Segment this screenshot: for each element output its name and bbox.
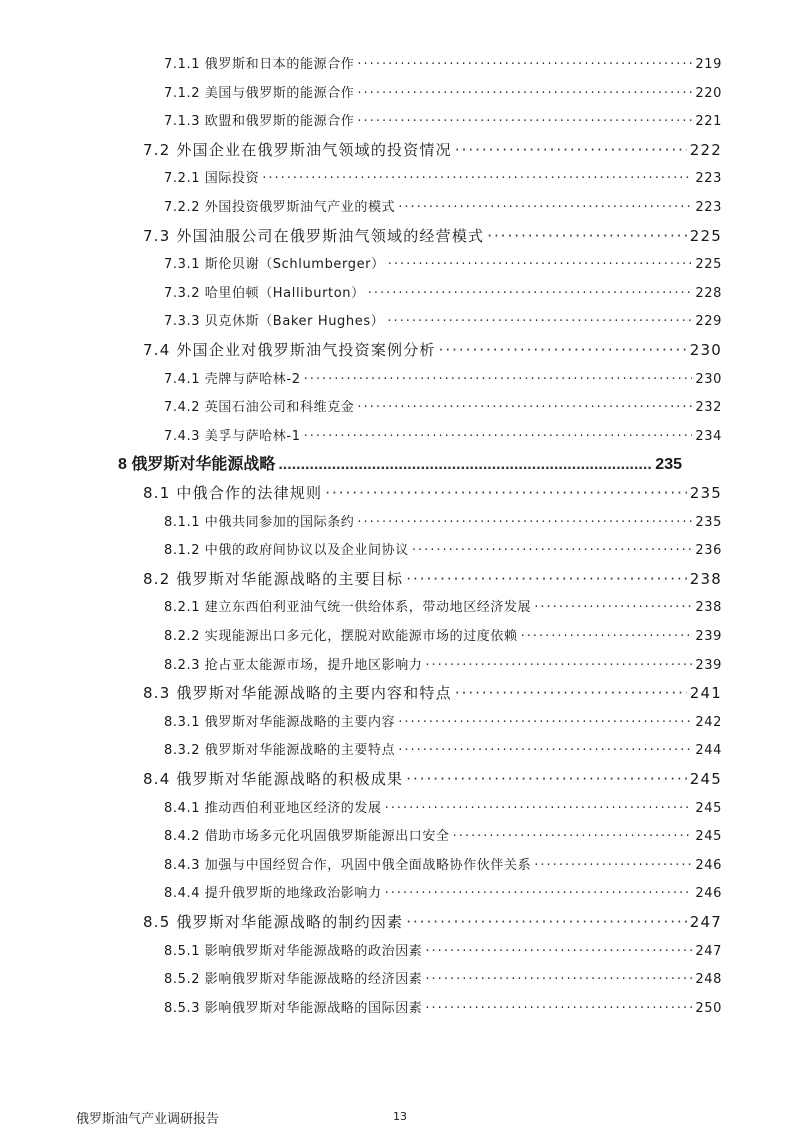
- toc-entry-page-number: 221: [695, 114, 722, 130]
- toc-entry-label: 8.1.1 中俄共同参加的国际条约: [164, 514, 355, 530]
- toc-dot-leader: [388, 257, 693, 272]
- toc-entry-page-number: 223: [695, 171, 722, 187]
- toc-dot-leader: [357, 114, 692, 129]
- toc-dot-leader: [304, 372, 693, 387]
- toc-dot-leader: [425, 658, 692, 673]
- toc-entry[interactable]: [164, 53, 722, 75]
- toc-entry-page-number: 235: [689, 484, 722, 502]
- toc-dot-leader: [453, 829, 693, 844]
- toc-entry[interactable]: [164, 368, 722, 390]
- toc-entry-label: 7.1.3 欧盟和俄罗斯的能源合作: [164, 114, 355, 130]
- toc-entry-page-number: 230: [695, 371, 722, 387]
- toc-entry[interactable]: [143, 568, 722, 592]
- toc-entry[interactable]: [164, 511, 722, 533]
- toc-entry[interactable]: [164, 282, 722, 304]
- toc-entry-label: 7.2.2 外国投资俄罗斯油气产业的模式: [164, 200, 396, 215]
- toc-entry[interactable]: [143, 682, 722, 706]
- toc-entry[interactable]: [164, 539, 722, 561]
- toc-entry-label: 7.4 外国企业对俄罗斯油气投资案例分析: [143, 341, 436, 359]
- toc-dot-leader: [368, 286, 693, 301]
- toc-entry-page-number: 247: [689, 913, 722, 931]
- toc-entry-label: 8.3.2 俄罗斯对华能源战略的主要特点: [164, 743, 396, 759]
- toc-dot-leader: [385, 886, 693, 901]
- toc-entry[interactable]: [143, 911, 722, 935]
- toc-entry-page-number: 241: [689, 684, 722, 703]
- toc-entry[interactable]: [164, 711, 722, 733]
- toc-entry[interactable]: [164, 253, 722, 275]
- toc-entry-page-number: 242: [695, 714, 722, 730]
- toc-entry-label: 7.3.3 贝克休斯（Baker Hughes）: [164, 314, 385, 330]
- toc-entry-label: 8.4.2 借助市场多元化巩固俄罗斯能源出口安全: [164, 829, 450, 845]
- toc-entry[interactable]: [164, 940, 722, 962]
- toc-entry-label: 7.1.2 美国与俄罗斯的能源合作: [164, 85, 355, 101]
- toc-dot-leader: [521, 629, 693, 644]
- toc-entry-page-number: 245: [689, 770, 722, 788]
- toc-dot-leader: [325, 484, 687, 502]
- toc-dot-leader: [406, 770, 687, 788]
- toc-entry-label: 7.1.1 俄罗斯和日本的能源合作: [164, 57, 355, 72]
- toc-entry-label: 8 俄罗斯对华能源战略: [118, 456, 276, 474]
- toc-entry-page-number: 223: [695, 200, 722, 215]
- toc-dot-leader: [455, 684, 687, 702]
- toc-entry-page-number: 244: [695, 743, 722, 759]
- toc-entry-page-number: 228: [695, 285, 722, 301]
- toc-entry-page-number: 247: [695, 943, 722, 959]
- toc-entry[interactable]: [164, 196, 722, 218]
- toc-entry[interactable]: [164, 825, 722, 847]
- toc-entry-label: 7.2 外国企业在俄罗斯油气领域的投资情况: [143, 140, 452, 159]
- toc-entry[interactable]: [164, 596, 722, 618]
- toc-entry[interactable]: [164, 425, 722, 447]
- toc-entry-page-number: 230: [689, 341, 722, 359]
- toc-entry-label: 8.1.2 中俄的政府间协议以及企业间协议: [164, 543, 409, 559]
- toc-dot-leader: [412, 543, 693, 558]
- footer-report-title: 俄罗斯油气产业调研报告: [76, 1112, 220, 1127]
- toc-entry[interactable]: [164, 797, 722, 819]
- toc-entry-label: 8.2.2 实现能源出口多元化，摆脱对欧能源市场的过度依赖: [164, 629, 518, 644]
- footer-page-number: 13: [393, 1110, 407, 1123]
- toc-entry-label: 8.3.1 俄罗斯对华能源战略的主要内容: [164, 714, 396, 730]
- toc-dot-leader: [385, 801, 693, 816]
- toc-entry-page-number: 236: [695, 543, 722, 559]
- toc-entry-page-number: 245: [695, 829, 722, 845]
- toc-dot-leader: [387, 314, 692, 329]
- toc-entry-page-number: 248: [695, 972, 722, 988]
- toc-entry-label: 7.4.2 英国石油公司和科维克金: [164, 400, 355, 416]
- toc-dot-leader: [262, 171, 692, 186]
- toc-entry-page-number: 246: [695, 886, 722, 902]
- toc-entry-label: 7.3 外国油服公司在俄罗斯油气领域的经营模式: [143, 226, 485, 245]
- toc-entry[interactable]: [164, 739, 722, 761]
- toc-entry[interactable]: [164, 396, 722, 418]
- toc-entry-page-number: 245: [695, 800, 722, 816]
- toc-entry-label: 8.4 俄罗斯对华能源战略的积极成果: [143, 770, 404, 788]
- toc-entry[interactable]: [143, 139, 722, 163]
- toc-entry[interactable]: [143, 225, 722, 249]
- toc-entry-label: 7.4.3 美孚与萨哈林-1: [164, 428, 301, 444]
- toc-entry-page-number: 232: [695, 400, 722, 416]
- toc-entry-label: 8.5.2 影响俄罗斯对华能源战略的经济因素: [164, 972, 423, 988]
- toc-entry-page-number: 239: [695, 629, 722, 644]
- toc-dot-leader: [304, 429, 693, 444]
- toc-entry-page-number: 250: [695, 1000, 722, 1016]
- toc-dot-leader: [398, 743, 692, 758]
- toc-entry[interactable]: [164, 82, 722, 104]
- toc-entry-page-number: 235: [695, 514, 722, 530]
- toc-dot-leader: [357, 400, 692, 415]
- toc-entry[interactable]: [164, 854, 722, 876]
- toc-entry-page-number: 238: [689, 569, 722, 588]
- toc-entry-label: 7.3.2 哈里伯顿（Halliburton）: [164, 285, 365, 301]
- toc-entry[interactable]: [164, 625, 722, 647]
- toc-entry[interactable]: [164, 310, 722, 332]
- toc-dot-leader: [357, 57, 692, 72]
- toc-entry-label: 8.1 中俄合作的法律规则: [143, 484, 323, 502]
- toc-entry-page-number: 246: [695, 857, 722, 873]
- toc-dot-leader: [455, 141, 687, 159]
- toc-dot-leader: [534, 600, 692, 615]
- toc-entry-page-number: 222: [689, 140, 722, 159]
- toc-dot-leader: [398, 200, 692, 215]
- toc-entry-label: 8.2 俄罗斯对华能源战略的主要目标: [143, 569, 404, 588]
- toc-entry-page-number: 220: [695, 85, 722, 101]
- toc-chapter-entry[interactable]: [118, 451, 682, 477]
- toc-dot-leader: [425, 972, 692, 987]
- toc-entry-label: 7.2.1 国际投资: [164, 171, 260, 187]
- toc-dot-leader: [406, 570, 687, 588]
- toc-dot-leader: [278, 456, 652, 474]
- toc-entry-label: 8.5.1 影响俄罗斯对华能源战略的政治因素: [164, 943, 423, 959]
- toc-dot-leader: [357, 515, 692, 530]
- toc-dot-leader: [487, 227, 687, 245]
- toc-entry-page-number: 239: [695, 657, 722, 673]
- toc-dot-leader: [534, 858, 692, 873]
- toc-entry-page-number: 235: [655, 456, 682, 474]
- toc-dot-leader: [406, 913, 687, 931]
- toc-dot-leader: [398, 715, 692, 730]
- toc-entry-page-number: 229: [695, 314, 722, 330]
- toc-dot-leader: [357, 86, 692, 101]
- toc-dot-leader: [439, 341, 687, 359]
- toc-entry-label: 7.3.1 斯伦贝谢（Schlumberger）: [164, 257, 385, 273]
- toc-entry-label: 8.5.3 影响俄罗斯对华能源战略的国际因素: [164, 1000, 423, 1016]
- toc-entry-page-number: 219: [695, 57, 722, 72]
- toc-entry-label: 8.5 俄罗斯对华能源战略的制约因素: [143, 913, 404, 931]
- toc-entry-page-number: 238: [695, 600, 722, 616]
- toc-entry[interactable]: [164, 968, 722, 990]
- toc-entry-page-number: 225: [689, 226, 722, 245]
- toc-entry[interactable]: [164, 654, 722, 676]
- toc-entry-page-number: 225: [695, 257, 722, 273]
- toc-entry-label: 8.4.4 提升俄罗斯的地缘政治影响力: [164, 886, 382, 902]
- toc-entry[interactable]: [143, 339, 722, 363]
- toc-entry-page-number: 234: [695, 428, 722, 444]
- toc-dot-leader: [425, 944, 692, 959]
- toc-dot-leader: [425, 1001, 692, 1016]
- toc-entry[interactable]: [164, 997, 722, 1019]
- toc-entry-label: 8.4.1 推动西伯利亚地区经济的发展: [164, 800, 382, 816]
- toc-entry[interactable]: [164, 167, 722, 189]
- toc-entry-label: 8.2.3 抢占亚太能源市场，提升地区影响力: [164, 657, 423, 673]
- toc-entry-label: 8.4.3 加强与中国经贸合作，巩固中俄全面战略协作伙伴关系: [164, 857, 532, 873]
- toc-entry[interactable]: [143, 768, 722, 792]
- toc-entry[interactable]: [143, 482, 722, 506]
- toc-entry-label: 8.2.1 建立东西伯利亚油气统一供给体系，带动地区经济发展: [164, 600, 532, 616]
- toc-entry-label: 8.3 俄罗斯对华能源战略的主要内容和特点: [143, 684, 452, 703]
- toc-entry[interactable]: [164, 882, 722, 904]
- toc-entry[interactable]: [164, 110, 722, 132]
- toc-entry-label: 7.4.1 壳牌与萨哈林-2: [164, 371, 301, 387]
